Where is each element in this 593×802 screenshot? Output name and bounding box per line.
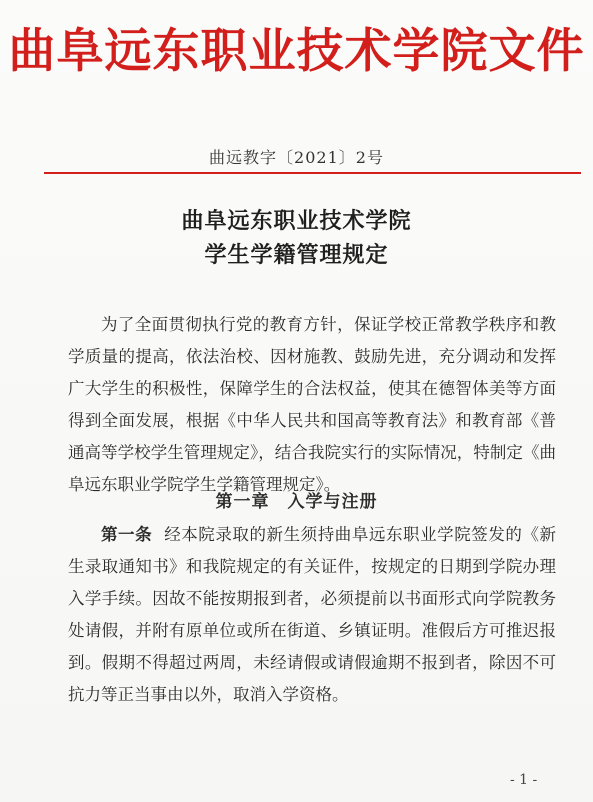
chapter-heading: 第一章 入学与注册 [215,492,378,512]
preamble-paragraph: 为了全面贯彻执行党的教育方针，保证学校正常教学秩序和教学质量的提高，依法治校、因材施教、鼓励先进，充分调动和发挥广大学生的积极性，保障学生的合法权益，使其在德智体美等方面得到全面发展，根据《中华人民共和国高等教育法》和教育部《普通高等学校学生管理规定》，结合我院实行的实际情况，特制定《曲阜远东职业学院学生学籍管理规定》。 [68,315,556,494]
header-divider [44,172,581,174]
article-1-label: 第一条 [101,525,153,544]
document-number: 曲远教字〔2021〕2号 [209,148,384,167]
document-masthead: 曲阜远东职业技术学院文件 [8,24,585,79]
article-1-text: 经本院录取的新生须持曲阜远东职业学院签发的《新生录取通知书》和我院规定的有关证件，按规定的日期到学院办理入学手续。因故不能按期报到者，必须提前以书面形式向学院教务处请假，并附有原单位或所在街道、乡镇证明。准假后方可推迟报到。假期不得超过两周，未经请假或请假逾期不报到者，除因不可抗力等正当事由以外，取消入学资格。 [68,525,557,704]
article-1-paragraph [68,519,556,711]
document-title-line1: 曲阜远东职业技术学院 [181,209,412,234]
document-title-line2: 学生学籍管理规定 [204,243,389,268]
page-number: - 1 - [510,772,538,788]
